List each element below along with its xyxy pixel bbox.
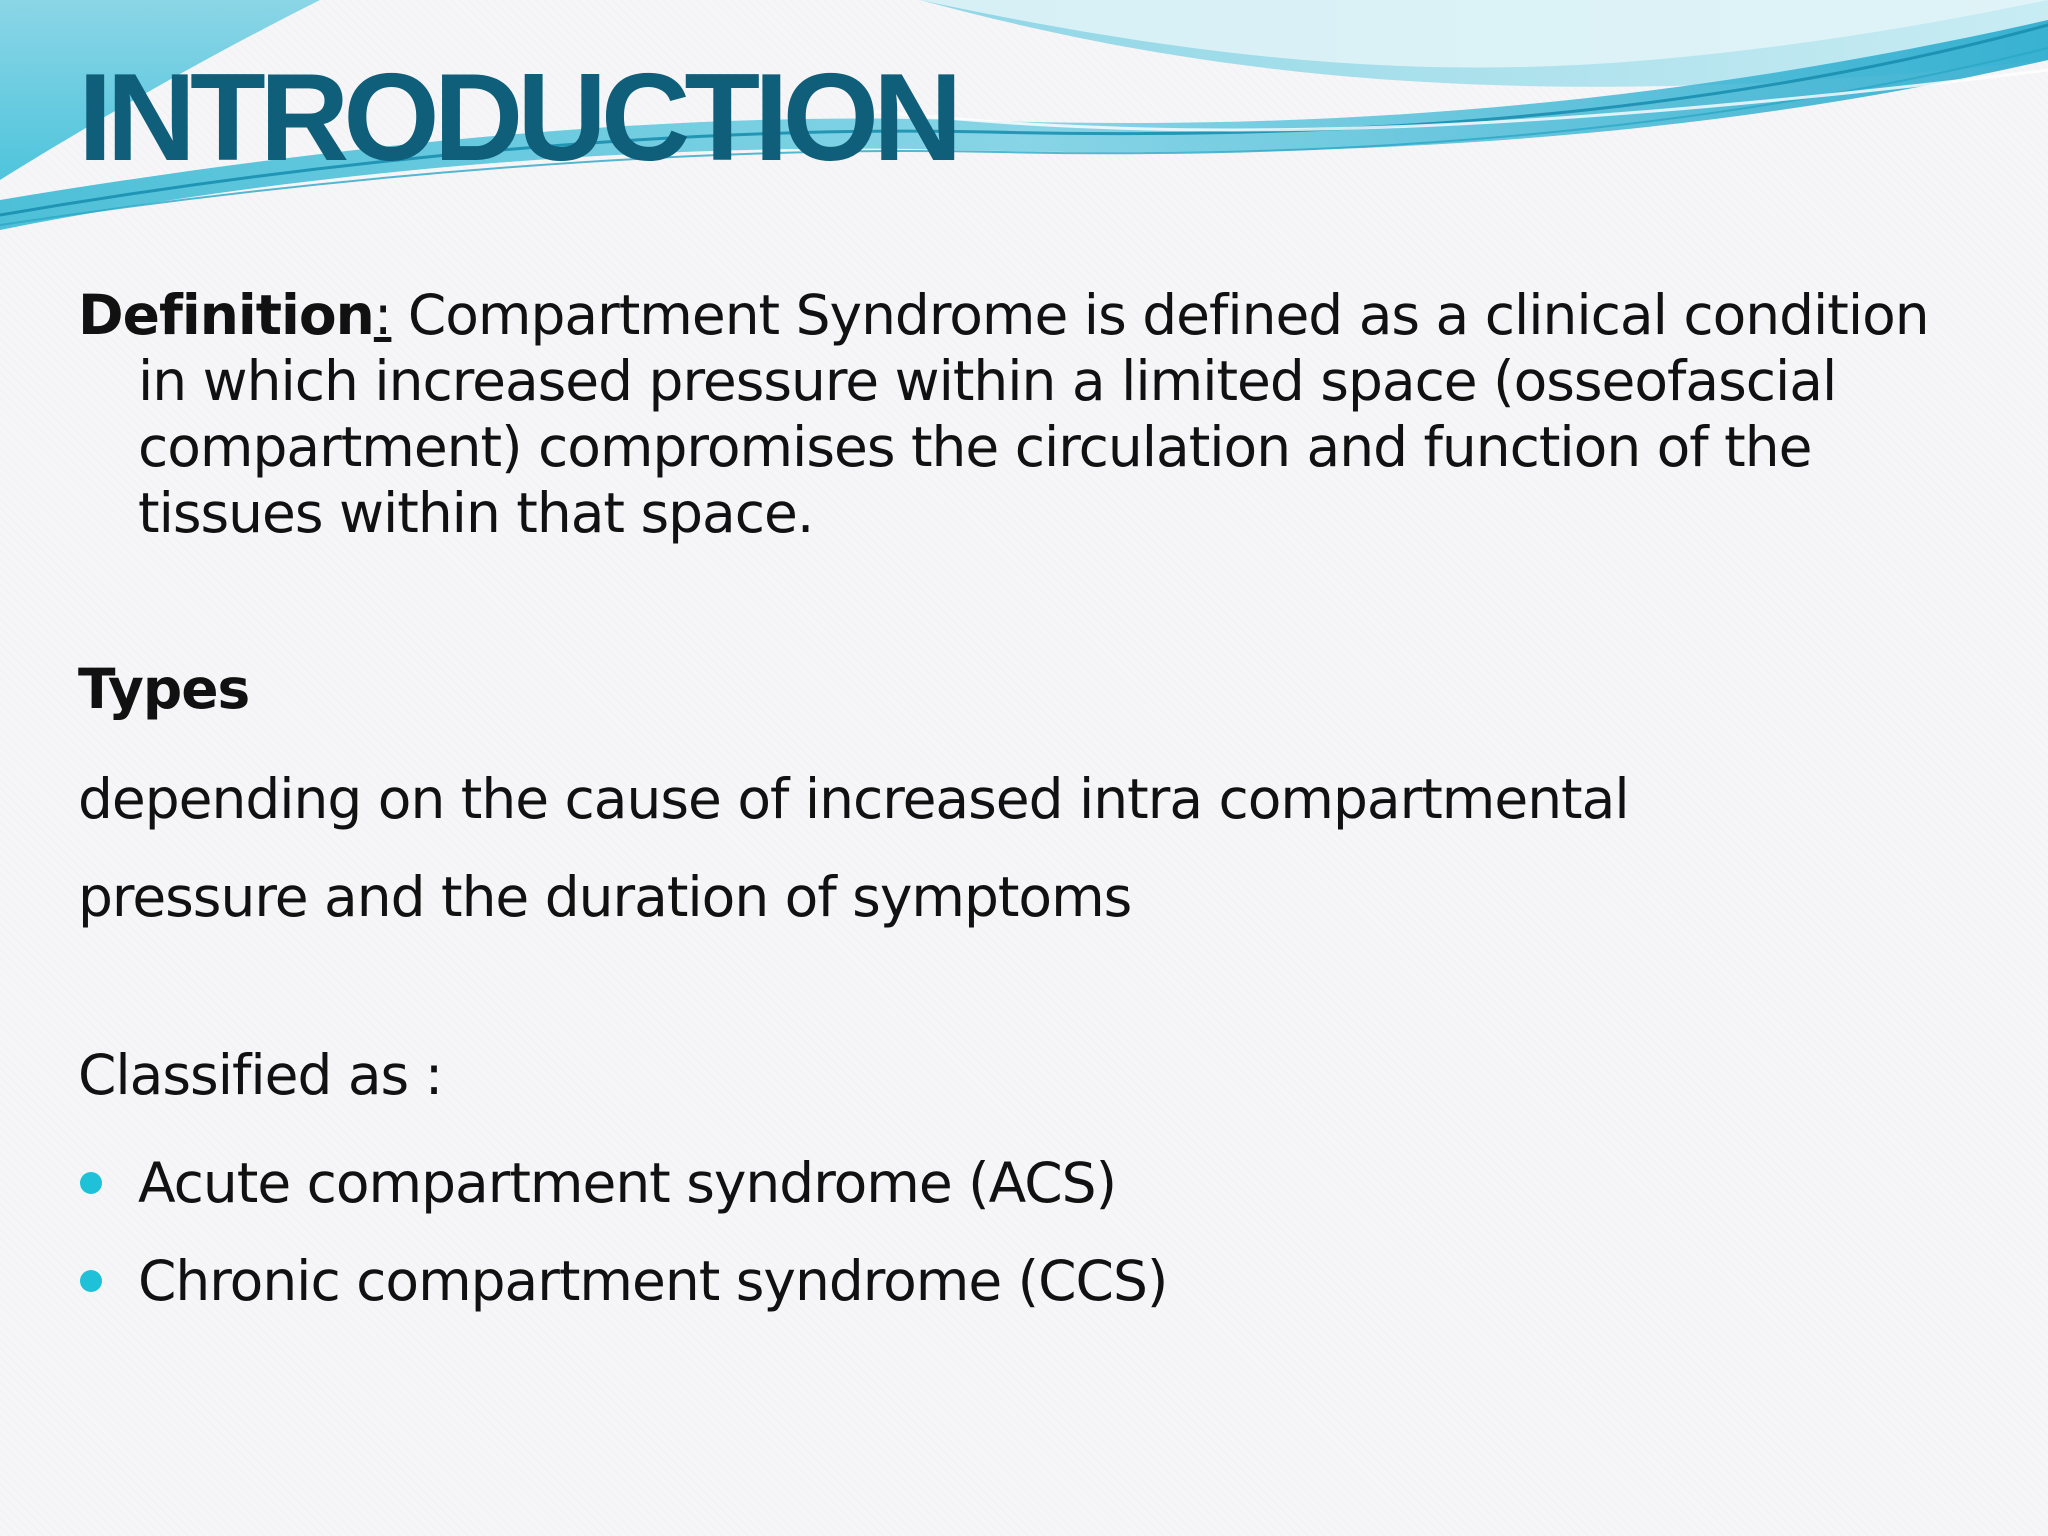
list-item bbox=[78, 1232, 1167, 1330]
list-item bbox=[78, 1134, 1167, 1232]
types-description bbox=[78, 750, 1778, 946]
classification-list bbox=[78, 1134, 1167, 1330]
list-item-text: Chronic compartment syndrome (CCS) bbox=[138, 1249, 1168, 1313]
list-item-text: Acute compartment syndrome (ACS) bbox=[138, 1151, 1117, 1215]
types-description-line-1: depending on the cause of increased intra compartmental bbox=[78, 767, 1629, 831]
definition-label: Definition bbox=[78, 283, 374, 347]
definition-colon: : bbox=[373, 283, 392, 347]
definition-text: Compartment Syndrome is defined as a clinical condition in which increased pressure within a limited space (osseofascial compartment) compromises the circulation and function of the tissues within that space. bbox=[138, 283, 1929, 545]
slide-content bbox=[78, 282, 1958, 1313]
bullet-dot-icon bbox=[80, 1172, 102, 1194]
types-heading: Types bbox=[78, 657, 250, 721]
types-description-line-2: pressure and the duration of symptoms bbox=[78, 865, 1132, 929]
bullet-dot-icon bbox=[80, 1270, 102, 1292]
definition-paragraph bbox=[78, 282, 1958, 546]
classified-label: Classified as : bbox=[78, 1043, 443, 1107]
slide-title: INTRODUCTION bbox=[78, 49, 957, 187]
